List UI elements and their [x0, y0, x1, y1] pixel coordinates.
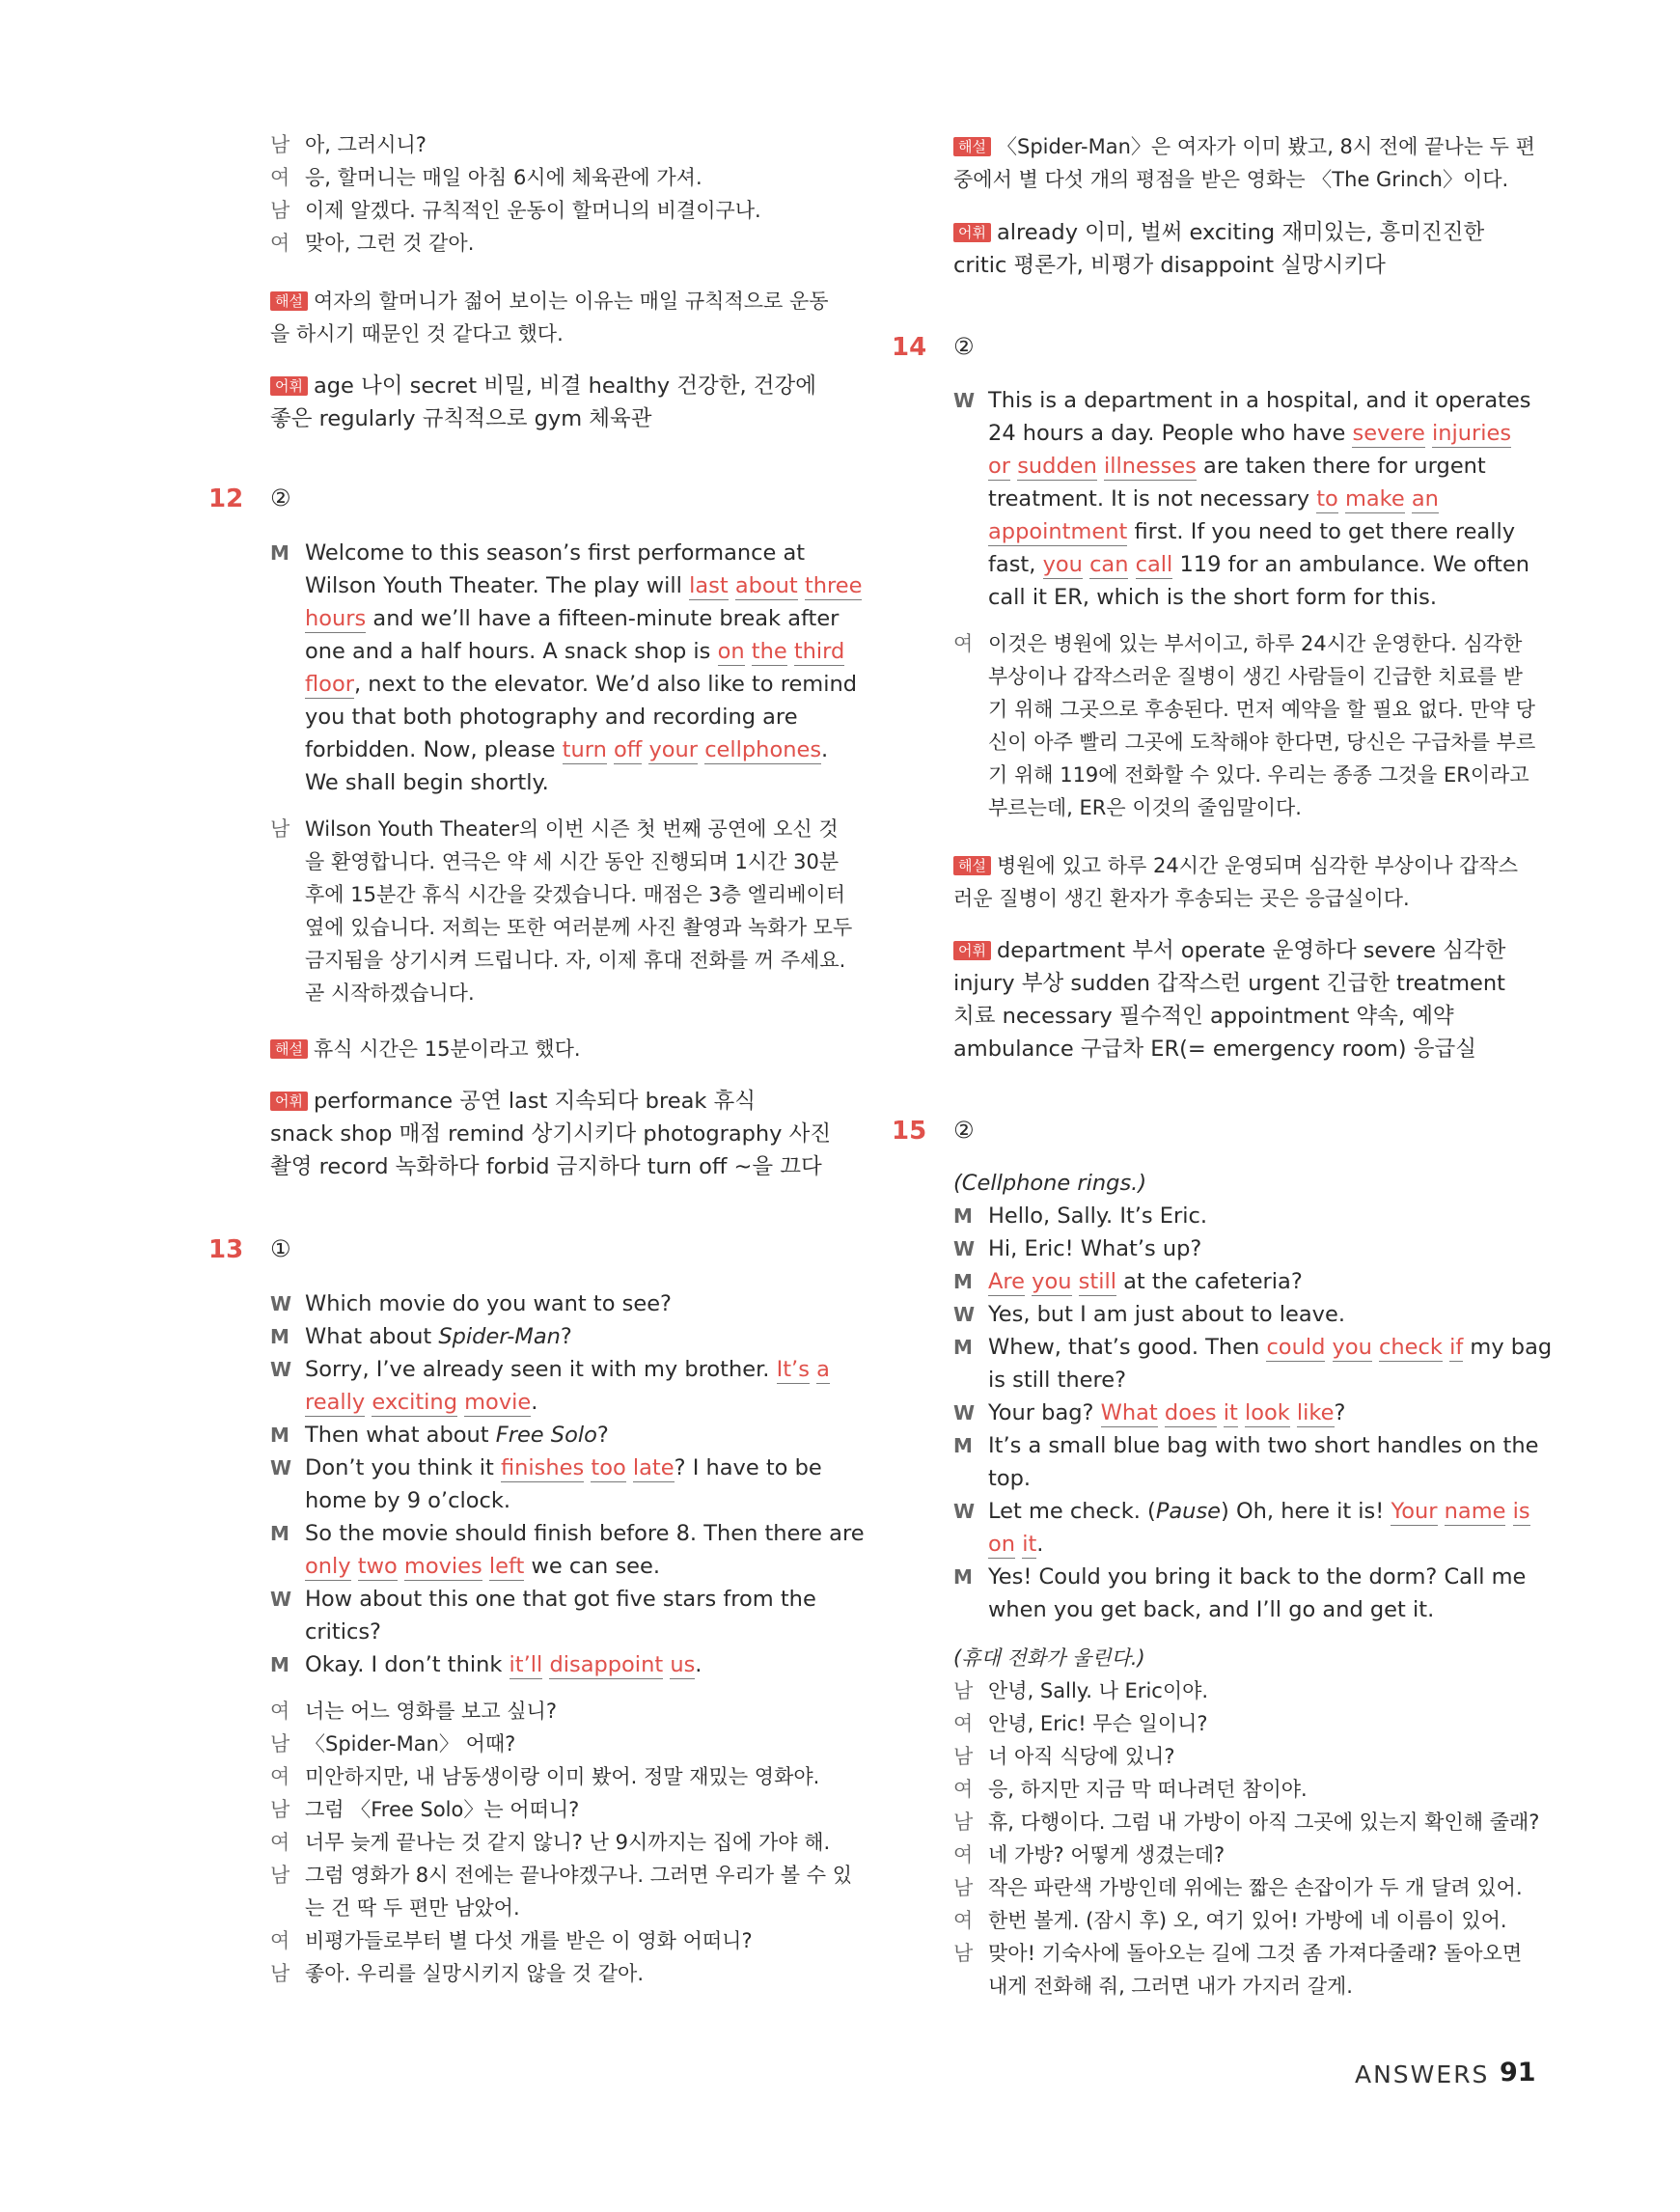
footer-label: ANSWERS: [1355, 2060, 1490, 2088]
blank-answer: third: [793, 639, 845, 664]
line-text: 안녕, Sally. 나 Eric이야.: [988, 1679, 1209, 1702]
line-text: 맞아, 그런 것 같아.: [305, 232, 475, 255]
blank-answer: late: [632, 1455, 675, 1480]
stage-text: (Cellphone rings.): [953, 1171, 1147, 1196]
movie-title: Spider-Man: [438, 1324, 561, 1349]
blank-answer: too: [591, 1455, 626, 1480]
blank-answer: it’ll: [509, 1652, 543, 1677]
line-text: Okay. I don’t think: [305, 1652, 510, 1677]
speaker: 남: [270, 133, 290, 156]
line-text: 는 건 딱 두 편만 남았어.: [305, 1896, 520, 1920]
blank-answer: look: [1244, 1400, 1290, 1425]
speaker: 남: [953, 1679, 974, 1702]
blank-answer: What: [1100, 1400, 1158, 1425]
speaker: W: [270, 1456, 292, 1479]
question-number: 13: [208, 1235, 244, 1264]
line-text: Wilson Youth Theater. The play will: [305, 573, 690, 598]
line-text: 그럼 영화가 8시 전에는 끝나야겠구나. 그러면 우리가 볼 수 있: [305, 1864, 852, 1887]
line-text: .: [695, 1652, 702, 1677]
line-text: 너무 늦게 끝나는 것 같지 않니? 난 9시까지는 집에 가야 해.: [305, 1831, 831, 1854]
line-text: is still there?: [988, 1368, 1127, 1393]
vocab-line: performance 공연 last 지속되다 break 휴식: [313, 1089, 757, 1114]
line-text: 응, 하지만 지금 막 떠나려던 참이야.: [988, 1778, 1308, 1801]
line-text: 너는 어느 영화를 보고 싶니?: [305, 1700, 557, 1723]
vocab-line: age 나이 secret 비밀, 비결 healthy 건강한, 건강에: [313, 373, 816, 399]
blank-answer: Are: [988, 1269, 1025, 1294]
line-text: Don’t you think it: [305, 1455, 501, 1480]
blank-answer: does: [1164, 1400, 1217, 1425]
vocab-line: 좋은 regularly 규칙적으로 gym 체육관: [270, 406, 652, 431]
blank-answer: cellphones: [704, 737, 822, 762]
speaker: 여: [953, 1712, 974, 1735]
blank-answer: sudden: [1017, 454, 1097, 479]
blank-answer: to: [1316, 486, 1338, 512]
line-text: forbidden. Now, please: [305, 737, 563, 762]
line-text: my bag: [1463, 1335, 1553, 1360]
speaker: 남: [953, 1876, 974, 1899]
blank-answer: really: [305, 1390, 366, 1415]
line-text: critics?: [305, 1619, 381, 1645]
speaker: M: [953, 1204, 973, 1228]
line-text: Wilson Youth Theater의 이번 시즌 첫 번째 공연에 오신 것: [305, 817, 839, 841]
vocab-line: ambulance 구급차 ER(= emergency room) 응급실: [953, 1037, 1476, 1062]
commentary-line: 여자의 할머니가 젊어 보이는 이유는 매일 규칙적으로 운동: [313, 290, 829, 313]
line-text: It’s a small blue bag with two short handles on the: [988, 1433, 1539, 1458]
commentary-line: 〈Spider-Man〉은 여자가 이미 봤고, 8시 전에 끝나는 두 편: [996, 135, 1535, 158]
line-text: ? I have to be: [674, 1455, 822, 1480]
blank-answer: severe: [1352, 421, 1425, 446]
line-text: first. If you need to get there really: [1127, 519, 1516, 544]
stage-text: Pause: [1155, 1499, 1222, 1524]
line-text: Which movie do you want to see?: [305, 1291, 672, 1316]
line-text: 네 가방? 어떻게 생겼는데?: [988, 1843, 1226, 1866]
line-text: 후에 15분간 휴식 시간을 갖겠습니다. 매점은 3층 엘리베이터: [305, 883, 846, 906]
speaker: W: [270, 1292, 292, 1315]
line-text: 곧 시작하겠습니다.: [305, 982, 475, 1005]
line-text: Yes! Could you bring it back to the dorm? Call me: [988, 1564, 1527, 1590]
vocab-line: already 이미, 벌써 exciting 재미있는, 흥미진진한: [996, 220, 1485, 245]
line-text: .: [531, 1390, 538, 1415]
speaker: 여: [270, 1929, 290, 1952]
blank-answer: disappoint: [549, 1652, 664, 1677]
line-text: 기 위해 119에 전화할 수 있다. 우리는 종종 그것을 ER이라고: [988, 763, 1529, 787]
commentary-badge: 해설: [953, 856, 991, 875]
line-text: 맞아! 기숙사에 돌아오는 길에 그것 좀 가져다줄래? 돌아오면: [988, 1942, 1523, 1965]
blank-answer: us: [670, 1652, 696, 1677]
speaker: M: [953, 1270, 973, 1293]
speaker: 남: [953, 1745, 974, 1768]
commentary-line: 휴식 시간은 15분이라고 했다.: [313, 1037, 581, 1061]
line-text: 이제 알겠다. 규칙적인 운동이 할머니의 비결이구나.: [305, 199, 761, 222]
line-text: ?: [1334, 1400, 1346, 1425]
blank-answer: appointment: [988, 519, 1128, 544]
line-text: This is a department in a hospital, and it operates: [988, 388, 1531, 413]
blank-answer: It’s: [776, 1357, 810, 1382]
speaker: 여: [953, 1843, 974, 1866]
speaker: 남: [270, 199, 290, 222]
line-text: 응, 할머니는 매일 아침 6시에 체육관에 가셔.: [305, 166, 702, 189]
blank-answer: it: [1022, 1532, 1037, 1557]
line-text: Whew, that’s good. Then: [988, 1335, 1267, 1360]
line-text: 옆에 있습니다. 저희는 또한 여러분께 사진 촬영과 녹화가 모두: [305, 916, 853, 939]
answer-mark: ②: [953, 333, 975, 360]
line-text: 그럼 〈Free Solo〉는 어떠니?: [305, 1798, 580, 1821]
blank-answer: it: [1223, 1400, 1238, 1425]
blank-answer: is: [1512, 1499, 1530, 1524]
blank-answer: hours: [305, 606, 367, 631]
speaker: 여: [270, 1831, 290, 1854]
line-text: How about this one that got five stars from the: [305, 1587, 816, 1612]
speaker: M: [953, 1565, 973, 1589]
blank-answer: floor: [305, 672, 354, 697]
speaker: 여: [953, 632, 974, 655]
commentary-badge: 해설: [270, 291, 308, 311]
speaker: 남: [270, 1732, 290, 1756]
speaker: M: [270, 1653, 289, 1676]
speaker: 남: [270, 1864, 290, 1887]
line-text: , next to the elevator. We’d also like to remind: [353, 672, 858, 697]
line-text: 비평가들로부터 별 다섯 개를 받은 이 영화 어떠니?: [305, 1929, 753, 1952]
speaker: W: [953, 1237, 976, 1260]
line-text: at the cafeteria?: [1115, 1269, 1303, 1294]
blank-answer: you: [1042, 552, 1083, 577]
line-text: top.: [988, 1466, 1032, 1491]
vocab-line: critic 평론가, 비평가 disappoint 실망시키다: [953, 253, 1386, 278]
line-text: 안녕, Eric! 무슨 일이니?: [988, 1712, 1208, 1735]
line-text: We shall begin shortly.: [305, 770, 549, 795]
line-text: What about: [305, 1324, 439, 1349]
line-text: 기 위해 그곳으로 후송된다. 먼저 예약을 할 필요 없다. 만약 당: [988, 698, 1535, 721]
line-text: 내게 전화해 줘, 그러면 내가 가지러 갈게.: [988, 1975, 1353, 1998]
blank-answer: injuries: [1431, 421, 1512, 446]
line-text: 신이 아주 빨리 그곳에 도착해야 한다면, 당신은 구급차를 부르: [988, 731, 1536, 754]
question-number: 12: [208, 484, 244, 513]
line-text: Sorry, I’ve already seen it with my brother.: [305, 1357, 777, 1382]
blank-answer: movie: [464, 1390, 532, 1415]
blank-answer: illnesses: [1104, 454, 1197, 479]
commentary-line: 러운 질병이 생긴 환자가 후송되는 곳은 응급실이다.: [953, 887, 1410, 910]
blank-answer: you: [1332, 1335, 1372, 1360]
line-text: treatment. It is not necessary: [988, 486, 1317, 512]
commentary-badge: 해설: [270, 1039, 308, 1059]
speaker: W: [953, 389, 976, 412]
line-text: 미안하지만, 내 남동생이랑 이미 봤어. 정말 재밌는 영화야.: [305, 1765, 820, 1788]
speaker: 남: [953, 1942, 974, 1965]
line-text: 작은 파란색 가방인데 위에는 짧은 손잡이가 두 개 달려 있어.: [988, 1876, 1523, 1899]
question-number: 14: [892, 333, 927, 362]
blank-answer: Your: [1391, 1499, 1438, 1524]
blank-answer: or: [988, 454, 1011, 479]
commentary-line: 병원에 있고 하루 24시간 운영되며 심각한 부상이나 갑작스: [996, 854, 1519, 877]
blank-answer: exciting: [372, 1390, 457, 1415]
speaker: W: [953, 1500, 976, 1523]
line-text: So the movie should finish before 8. Then there are: [305, 1521, 865, 1546]
answer-mark: ①: [270, 1235, 291, 1262]
vocab-badge: 어휘: [953, 941, 991, 960]
line-text: are taken there for urgent: [1196, 454, 1486, 479]
blank-answer: name: [1444, 1499, 1506, 1524]
line-text: 이것은 병원에 있는 부서이고, 하루 24시간 운영한다. 심각한: [988, 632, 1523, 655]
speaker: 여: [953, 1778, 974, 1801]
speaker: W: [270, 1358, 292, 1381]
line-text: 너 아직 식당에 있니?: [988, 1745, 1175, 1768]
vocab-line: 치료 necessary 필수적인 appointment 약속, 예약: [953, 1004, 1454, 1029]
line-text: ?: [560, 1324, 572, 1349]
vocab-line: injury 부상 sudden 갑작스런 urgent 긴급한 treatment: [953, 971, 1505, 996]
stage-text: (휴대 전화가 울린다.): [953, 1646, 1145, 1670]
blank-answer: off: [614, 737, 643, 762]
blank-answer: three: [804, 573, 863, 598]
speaker: M: [953, 1336, 973, 1359]
vocab-badge: 어휘: [270, 376, 308, 396]
line-text: Let me check. (: [988, 1499, 1156, 1524]
blank-answer: a: [816, 1357, 830, 1382]
speaker: 여: [270, 232, 290, 255]
line-text: .: [1036, 1532, 1044, 1557]
commentary-line: 중에서 별 다섯 개의 평점을 받은 영화는 〈The Grinch〉이다.: [953, 168, 1509, 191]
blank-answer: left: [488, 1554, 525, 1579]
commentary-badge: 해설: [953, 137, 991, 156]
blank-answer: your: [648, 737, 699, 762]
line-text: Hello, Sally. It’s Eric.: [988, 1203, 1208, 1229]
speaker: M: [270, 1522, 289, 1545]
line-text: Hi, Eric! What’s up?: [988, 1236, 1202, 1261]
line-text: call it ER, which is the short form for this.: [988, 585, 1437, 610]
line-text: Yes, but I am just about to leave.: [988, 1302, 1345, 1327]
blank-answer: you: [1032, 1269, 1072, 1294]
speaker: 남: [270, 1798, 290, 1821]
line-text: one and a half hours. A snack shop is: [305, 639, 718, 664]
blank-answer: turn: [562, 737, 607, 762]
speaker: 남: [270, 817, 290, 841]
vocab-line: department 부서 operate 운영하다 severe 심각한: [996, 938, 1506, 963]
blank-answer: the: [751, 639, 787, 664]
speaker: M: [953, 1434, 973, 1457]
line-text: 부상이나 갑작스러운 질병이 생긴 사람들이 긴급한 치료를 받: [988, 665, 1523, 688]
line-text: 휴, 다행이다. 그럼 내 가방이 아직 그곳에 있는지 확인해 줄래?: [988, 1811, 1540, 1834]
vocab-line: snack shop 매점 remind 상기시키다 photography 사진: [270, 1121, 832, 1147]
line-text: 아, 그러시니?: [305, 133, 427, 156]
speaker: W: [953, 1303, 976, 1326]
line-text: 좋아. 우리를 실망시키지 않을 것 같아.: [305, 1962, 645, 1985]
line-text: we can see.: [524, 1554, 661, 1579]
blank-answer: if: [1449, 1335, 1464, 1360]
line-text: Welcome to this season’s first performance at: [305, 540, 806, 566]
speaker: M: [270, 1325, 289, 1348]
line-text: fast,: [988, 552, 1043, 577]
speaker: 남: [953, 1811, 974, 1834]
line-text: 부르는데, ER은 이것의 줄임말이다.: [988, 796, 1302, 819]
speaker: 여: [270, 1700, 290, 1723]
answer-mark: ②: [953, 1117, 975, 1144]
speaker: 여: [953, 1909, 974, 1932]
line-text: ) Oh, here it is!: [1221, 1499, 1391, 1524]
blank-answer: make: [1344, 486, 1405, 512]
line-text: 금지됨을 상기시켜 드립니다. 자, 이제 휴대 전화를 꺼 주세요.: [305, 949, 846, 972]
blank-answer: an: [1411, 486, 1439, 512]
blank-answer: last: [689, 573, 729, 598]
blank-answer: two: [357, 1554, 398, 1579]
answer-mark: ②: [270, 484, 291, 512]
blank-answer: finishes: [500, 1455, 585, 1480]
blank-answer: call: [1135, 552, 1173, 577]
blank-answer: check: [1379, 1335, 1443, 1360]
line-text: ?: [596, 1423, 609, 1448]
blank-answer: like: [1296, 1400, 1335, 1425]
blank-answer: about: [734, 573, 798, 598]
line-text: 한번 볼게. (잠시 후) 오, 여기 있어! 가방에 네 이름이 있어.: [988, 1909, 1507, 1932]
speaker: W: [270, 1588, 292, 1611]
line-text: when you get back, and I’ll go and get it.: [988, 1597, 1435, 1622]
line-text: Then what about: [305, 1423, 496, 1448]
blank-answer: movies: [403, 1554, 482, 1579]
vocab-badge: 어휘: [270, 1092, 308, 1111]
blank-answer: could: [1266, 1335, 1326, 1360]
speaker: W: [953, 1401, 976, 1424]
blank-answer: only: [305, 1554, 351, 1579]
line-text: 119 for an ambulance. We often: [1172, 552, 1530, 577]
line-text: home by 9 o’clock.: [305, 1488, 511, 1513]
blank-answer: on: [988, 1532, 1016, 1557]
line-text: .: [821, 737, 829, 762]
speaker: M: [270, 1424, 289, 1447]
line-text: you that both photography and recording are: [305, 705, 798, 730]
movie-title: Free Solo: [495, 1423, 597, 1448]
blank-answer: on: [717, 639, 745, 664]
page-number: 91: [1500, 2058, 1536, 2088]
speaker: 남: [270, 1962, 290, 1985]
speaker: 여: [270, 1765, 290, 1788]
line-text: Your bag?: [988, 1400, 1101, 1425]
blank-answer: can: [1089, 552, 1129, 577]
speaker: M: [270, 541, 289, 565]
line-text: 24 hours a day. People who have: [988, 421, 1353, 446]
line-text: 〈Spider-Man〉 어때?: [305, 1732, 516, 1756]
vocab-line: 촬영 record 녹화하다 forbid 금지하다 turn off ~을 끄다: [270, 1154, 822, 1179]
question-number: 15: [892, 1117, 927, 1146]
commentary-line: 을 하시기 때문인 것 같다고 했다.: [270, 322, 564, 346]
blank-answer: still: [1078, 1269, 1116, 1294]
speaker: 여: [270, 166, 290, 189]
line-text: 을 환영합니다. 연극은 약 세 시간 동안 진행되며 1시간 30분: [305, 850, 840, 873]
line-text: and we’ll have a fifteen-minute break after: [366, 606, 840, 631]
vocab-badge: 어휘: [953, 223, 991, 242]
